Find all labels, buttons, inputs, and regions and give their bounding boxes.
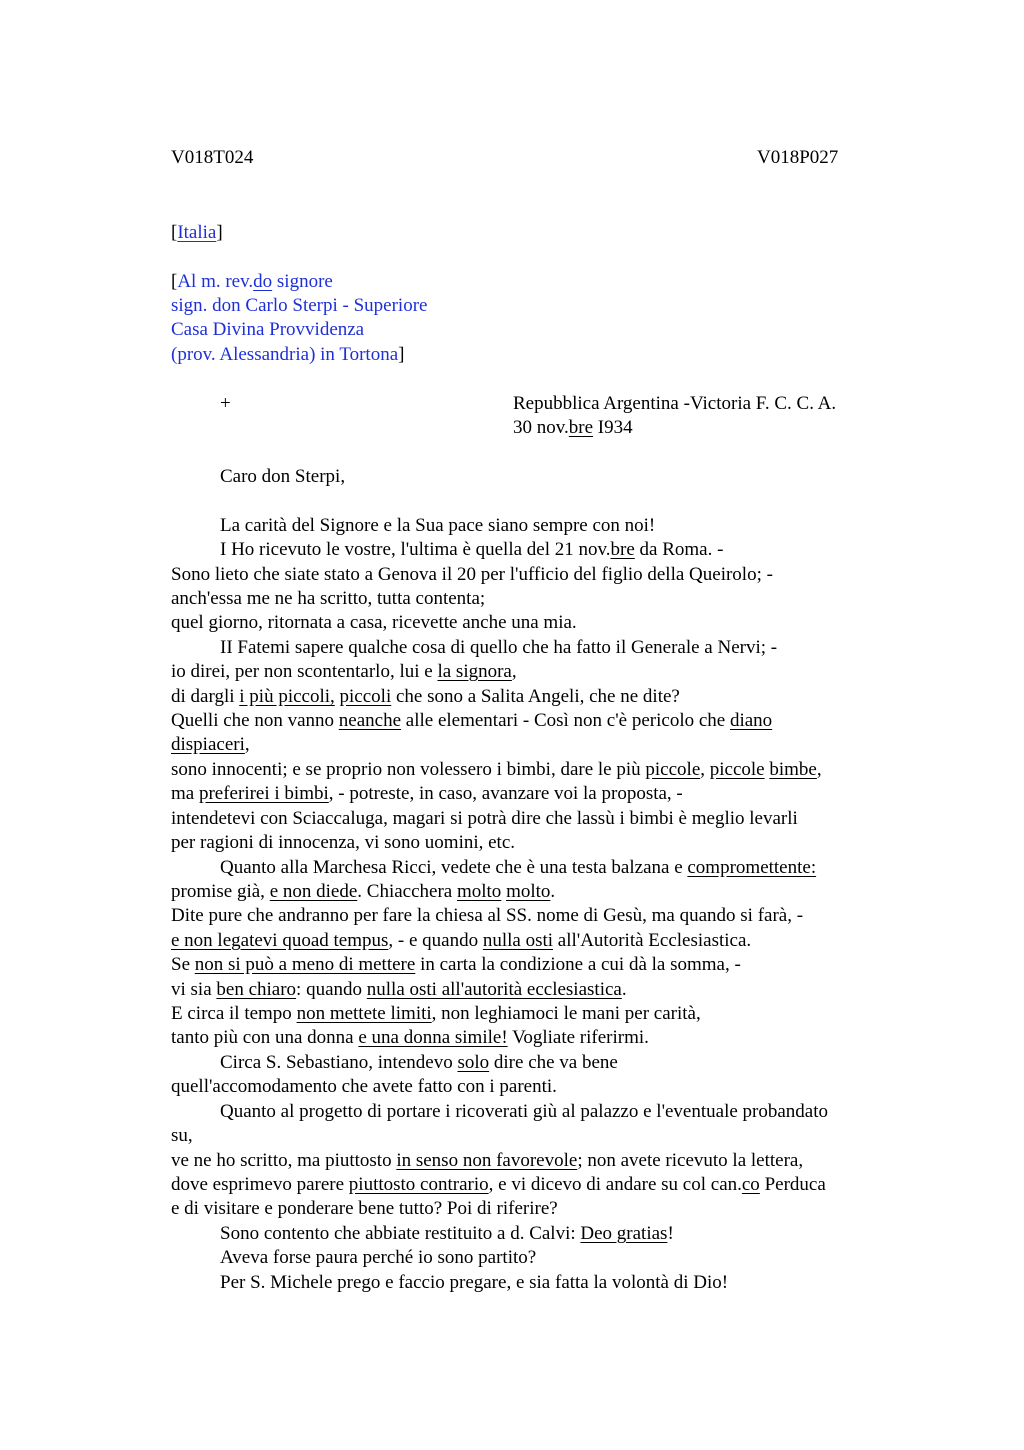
body-line: su, <box>171 1125 193 1146</box>
text-run: . <box>621 979 627 1000</box>
text-run: : quando <box>296 979 367 1000</box>
underlined-phrase: solo <box>457 1052 490 1073</box>
text-run: E circa il tempo <box>171 1003 297 1024</box>
underlined-phrase: in senso non favorevole <box>396 1150 578 1171</box>
body-line <box>171 978 627 1002</box>
underlined-phrase: molto <box>506 881 551 902</box>
text-run: da Roma. - <box>634 539 724 560</box>
body-line <box>220 1222 674 1246</box>
body-line: Dite pure che andranno per fare la chiesa al SS. nome di Gesù, ma quando si farà, - <box>171 905 804 926</box>
text-run: che sono a Salita Angeli, che ne dite? <box>391 686 680 707</box>
body-line <box>171 685 680 709</box>
address-line-1 <box>171 270 333 294</box>
body-line <box>220 1051 618 1075</box>
body-line <box>171 880 555 904</box>
address-line-3: Casa Divina Provvidenza <box>171 319 365 340</box>
underlined-phrase: neanche <box>338 710 402 731</box>
body-line <box>171 1149 803 1173</box>
text-run: di dargli <box>171 686 240 707</box>
body-line: Aveva forse paura perché io sono partito? <box>220 1247 537 1268</box>
text-run: dire che va bene <box>489 1052 618 1073</box>
doc-code-left: V018T024 <box>171 147 254 168</box>
body-line <box>171 1002 701 1026</box>
text-run: I Ho ricevuto le vostre, l'ultima è quella del 21 nov. <box>220 539 611 560</box>
text-run: Perduca <box>759 1174 826 1195</box>
underlined-phrase: co <box>741 1174 760 1195</box>
bracket: ] <box>398 344 405 365</box>
body-line <box>171 709 772 733</box>
date-text: I934 <box>593 417 633 438</box>
address-line-4 <box>171 343 404 367</box>
text-run: , non leghiamoci le mani per carità, <box>431 1003 701 1024</box>
dateline-date <box>513 416 633 440</box>
underlined-phrase: piccole <box>709 759 765 780</box>
underlined-phrase: e una donna simile! <box>358 1027 508 1048</box>
text-run: io direi, per non scontentarlo, lui e <box>171 661 438 682</box>
dateline-place: Repubblica Argentina -Victoria F. C. C. A. <box>513 393 837 414</box>
bracket: [ <box>171 271 178 292</box>
cross-mark: + <box>220 393 231 414</box>
text-run: promise già, <box>171 881 270 902</box>
underlined-phrase: e non legatevi quoad tempus <box>171 930 389 951</box>
text-run: ve ne ho scritto, ma piuttosto <box>171 1150 397 1171</box>
body-line <box>171 1026 649 1050</box>
bracket: [ <box>171 222 178 243</box>
body-line: Quanto al progetto di portare i ricoverati giù al palazzo e l'eventuale probandato <box>220 1101 829 1122</box>
bracket: ] <box>216 222 223 243</box>
text-run: Vogliate riferirmi. <box>507 1027 649 1048</box>
text-run: ; non avete ricevuto la lettera, <box>577 1150 804 1171</box>
country-link[interactable]: Italia <box>177 222 217 243</box>
body-line: e di visitare e ponderare bene tutto? Poi di riferire? <box>171 1198 558 1219</box>
text-run: , <box>700 759 710 780</box>
underlined-phrase: diano <box>729 710 773 731</box>
underlined-phrase: dispiaceri <box>171 734 245 755</box>
text-run: ! <box>667 1223 674 1244</box>
text-run: , - potreste, in caso, avanzare voi la proposta, - <box>328 783 683 804</box>
text-run: sono innocenti; e se proprio non volessero i bimbi, dare le più <box>171 759 646 780</box>
text-run: , <box>244 734 250 755</box>
address-abbrev: do <box>253 271 273 292</box>
underlined-phrase: la signora <box>437 661 512 682</box>
underlined-phrase: compromettente: <box>687 857 817 878</box>
underlined-phrase: piuttosto contrario <box>348 1174 489 1195</box>
text-run: Se <box>171 954 195 975</box>
date-text: 30 nov. <box>513 417 569 438</box>
body-line <box>171 733 250 757</box>
body-line <box>171 758 822 782</box>
body-line <box>220 538 723 562</box>
text-run: tanto più con una donna <box>171 1027 359 1048</box>
text-run: , <box>511 661 517 682</box>
body-line <box>171 953 741 977</box>
text-run: dove esprimevo parere <box>171 1174 349 1195</box>
text-run: Sono contento che abbiate restituito a d. Calvi: <box>220 1223 581 1244</box>
country-line <box>171 221 223 245</box>
doc-code-right: V018P027 <box>757 147 839 168</box>
underlined-phrase: Deo gratias <box>580 1223 668 1244</box>
address-text: signore <box>272 271 333 292</box>
text-run: . <box>550 881 556 902</box>
body-line: intendetevi con Sciaccaluga, magari si potrà dire che lassù i bimbi è meglio levarli <box>171 808 798 829</box>
body-line <box>171 782 683 806</box>
body-line <box>171 1173 826 1197</box>
text-run: , <box>816 759 822 780</box>
address-text: Al m. rev. <box>177 271 254 292</box>
underlined-phrase: ben chiaro <box>216 979 297 1000</box>
underlined-phrase: e non diede <box>269 881 358 902</box>
text-run: all'Autorità Ecclesiastica. <box>553 930 752 951</box>
text-run: ma <box>171 783 199 804</box>
underlined-phrase: nulla osti <box>482 930 554 951</box>
text-run: vi sia <box>171 979 217 1000</box>
body-line <box>171 929 751 953</box>
underlined-phrase: non si può a meno di mettere <box>194 954 416 975</box>
body-line: La carità del Signore e la Sua pace siano sempre con noi! <box>220 515 656 536</box>
underlined-phrase: molto <box>456 881 502 902</box>
salutation: Caro don Sterpi, <box>220 466 346 487</box>
body-line: II Fatemi sapere qualche cosa di quello che ha fatto il Generale a Nervi; - <box>220 637 778 658</box>
date-abbrev: bre <box>568 417 594 438</box>
text-run: . Chiacchera <box>357 881 457 902</box>
body-line: Sono lieto che siate stato a Genova il 20 per l'ufficio del figlio della Queirolo; - <box>171 564 773 585</box>
underlined-phrase: i più piccoli, <box>239 686 335 707</box>
text-run: , e vi dicevo di andare su col can. <box>488 1174 742 1195</box>
body-line <box>220 856 816 880</box>
text-run: in carta la condizione a cui dà la somma, - <box>415 954 741 975</box>
body-line: quell'accomodamento che avete fatto con i parenti. <box>171 1076 557 1097</box>
underlined-phrase: bimbe <box>769 759 817 780</box>
body-line: per ragioni di innocenza, vi sono uomini, etc. <box>171 832 516 853</box>
underlined-phrase: preferirei i bimbi <box>198 783 329 804</box>
underlined-phrase: piccole <box>645 759 701 780</box>
underlined-phrase: bre <box>610 539 635 560</box>
text-run: , - e quando <box>388 930 483 951</box>
body-line: quel giorno, ritornata a casa, ricevette anche una mia. <box>171 612 577 633</box>
text-run: Circa S. Sebastiano, intendevo <box>220 1052 458 1073</box>
text-run: alle elementari - Così non c'è pericolo che <box>401 710 730 731</box>
text-run: Quelli che non vanno <box>171 710 339 731</box>
underlined-phrase: piccoli <box>339 686 392 707</box>
body-line <box>171 660 517 684</box>
body-line: anch'essa me ne ha scritto, tutta contenta; <box>171 588 486 609</box>
address-text: (prov. Alessandria) in Tortona <box>171 344 399 365</box>
address-line-2: sign. don Carlo Sterpi - Superiore <box>171 295 428 316</box>
underlined-phrase: non mettete limiti <box>296 1003 432 1024</box>
body-line: Per S. Michele prego e faccio pregare, e sia fatta la volontà di Dio! <box>220 1272 729 1293</box>
underlined-phrase: nulla osti all'autorità ecclesiastica <box>366 979 622 1000</box>
text-run: Quanto alla Marchesa Ricci, vedete che è una testa balzana e <box>220 857 688 878</box>
